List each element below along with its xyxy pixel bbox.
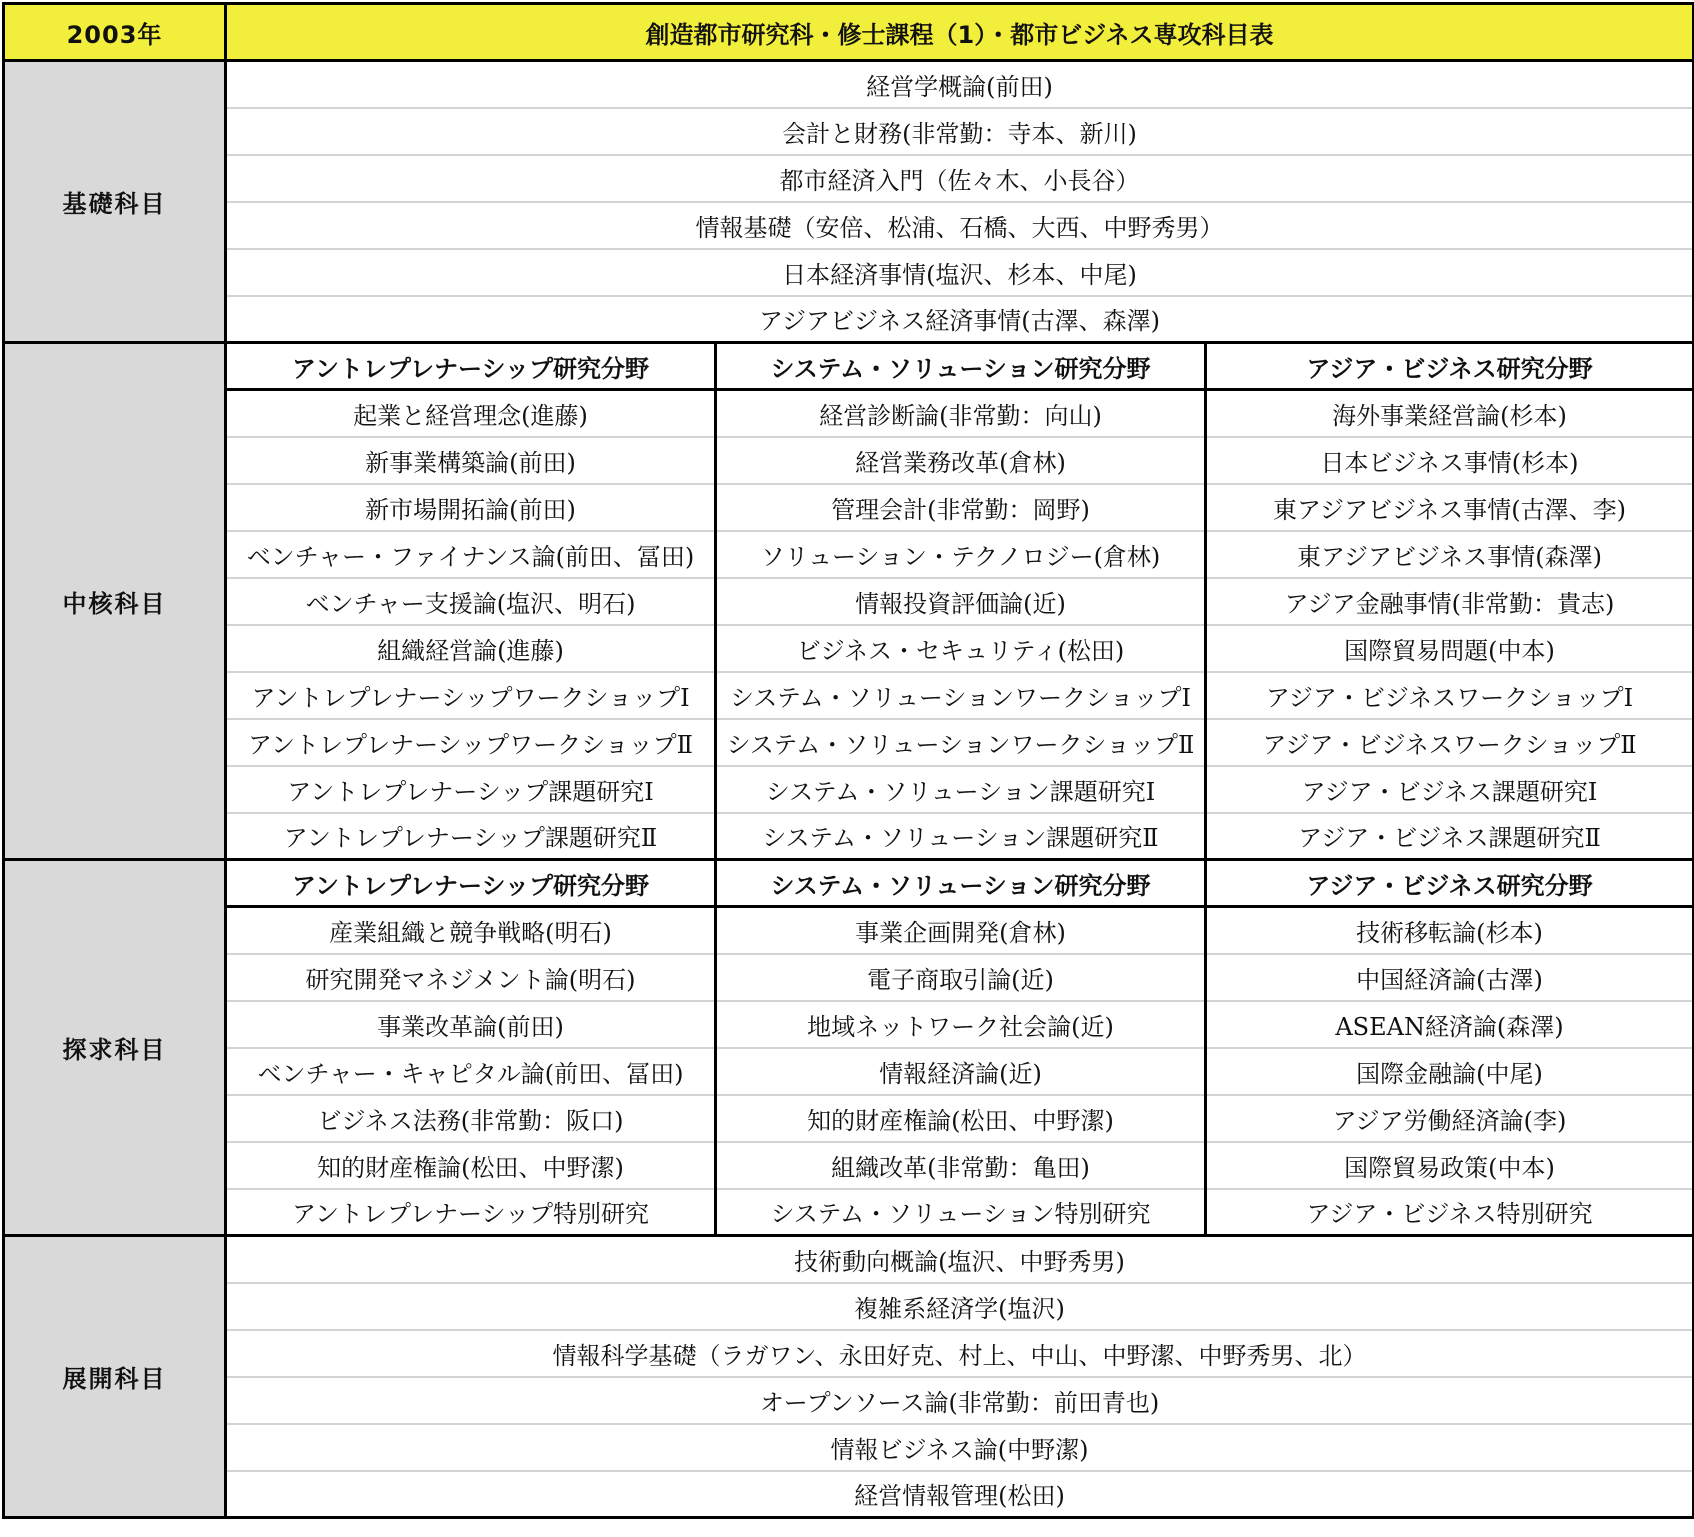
course-row bbox=[4, 155, 1694, 202]
course-row bbox=[4, 531, 1694, 578]
category-development: 展開科目 bbox=[4, 1236, 226, 1518]
course-row bbox=[4, 578, 1694, 625]
course-cell-system-solution: システム・ソリューションワークショップⅡ bbox=[716, 719, 1206, 766]
course-row bbox=[4, 1377, 1694, 1424]
course-row bbox=[4, 1001, 1694, 1048]
course-cell-asia-business: 東アジアビジネス事情(森澤) bbox=[1206, 531, 1694, 578]
course-row bbox=[4, 1283, 1694, 1330]
course-cell-system-solution: システム・ソリューションワークショップⅠ bbox=[716, 672, 1206, 719]
course-cell-asia-business: 日本ビジネス事情(杉本) bbox=[1206, 437, 1694, 484]
course-row bbox=[4, 202, 1694, 249]
course-cell-asia-business: アジア・ビジネス課題研究Ⅰ bbox=[1206, 766, 1694, 813]
course-cell-system-solution: 情報経済論(近) bbox=[716, 1048, 1206, 1095]
course-cell-system-solution: 管理会計(非常勤：岡野) bbox=[716, 484, 1206, 531]
course-cell-entrepreneurship: ベンチャー・キャピタル論(前田、冨田) bbox=[226, 1048, 716, 1095]
course-row bbox=[4, 625, 1694, 672]
year-label: 2003年 bbox=[4, 4, 226, 61]
course-cell: 日本経済事情(塩沢、杉本、中尾) bbox=[226, 249, 1694, 296]
course-cell-entrepreneurship: 新事業構築論(前田) bbox=[226, 437, 716, 484]
course-cell-entrepreneurship: 新市場開拓論(前田) bbox=[226, 484, 716, 531]
course-cell-entrepreneurship: 事業改革論(前田) bbox=[226, 1001, 716, 1048]
course-cell: 会計と財務(非常勤：寺本、新川) bbox=[226, 108, 1694, 155]
course-row bbox=[4, 437, 1694, 484]
course-cell-asia-business: 国際貿易問題(中本) bbox=[1206, 625, 1694, 672]
course-cell-system-solution: システム・ソリューション課題研究Ⅰ bbox=[716, 766, 1206, 813]
course-cell-system-solution: 電子商取引論(近) bbox=[716, 954, 1206, 1001]
course-row bbox=[4, 1424, 1694, 1471]
category-inquiry: 探求科目 bbox=[4, 860, 226, 1236]
course-cell-entrepreneurship: ベンチャー支援論(塩沢、明石) bbox=[226, 578, 716, 625]
course-row bbox=[4, 1142, 1694, 1189]
field-header-asia-business: アジア・ビジネス研究分野 bbox=[1206, 343, 1694, 390]
course-cell-system-solution: ビジネス・セキュリティ(松田) bbox=[716, 625, 1206, 672]
course-row bbox=[4, 296, 1694, 343]
field-header-system-solution: システム・ソリューション研究分野 bbox=[716, 860, 1206, 907]
course-row bbox=[4, 766, 1694, 813]
table-title: 創造都市研究科・修士課程（1）・都市ビジネス専攻科目表 bbox=[226, 4, 1694, 61]
category-basic: 基礎科目 bbox=[4, 61, 226, 343]
course-cell: 情報科学基礎（ラガワン、永田好克、村上、中山、中野潔、中野秀男、北） bbox=[226, 1330, 1694, 1377]
course-cell-entrepreneurship: 知的財産権論(松田、中野潔) bbox=[226, 1142, 716, 1189]
course-table bbox=[2, 2, 1694, 1519]
course-cell-asia-business: 中国経済論(古澤) bbox=[1206, 954, 1694, 1001]
course-row bbox=[4, 108, 1694, 155]
course-cell-system-solution: 経営業務改革(倉林) bbox=[716, 437, 1206, 484]
course-cell-entrepreneurship: 組織経営論(進藤) bbox=[226, 625, 716, 672]
course-row bbox=[4, 1236, 1694, 1283]
course-cell-asia-business: アジア・ビジネス特別研究 bbox=[1206, 1189, 1694, 1236]
course-row bbox=[4, 61, 1694, 108]
category-core: 中核科目 bbox=[4, 343, 226, 860]
course-cell-asia-business: アジア・ビジネスワークショップⅠ bbox=[1206, 672, 1694, 719]
course-cell-asia-business: 技術移転論(杉本) bbox=[1206, 907, 1694, 954]
course-row bbox=[4, 390, 1694, 437]
course-cell-entrepreneurship: ベンチャー・ファイナンス論(前田、冨田) bbox=[226, 531, 716, 578]
course-cell: 経営学概論(前田) bbox=[226, 61, 1694, 108]
course-cell: 技術動向概論(塩沢、中野秀男) bbox=[226, 1236, 1694, 1283]
course-cell-system-solution: システム・ソリューション課題研究Ⅱ bbox=[716, 813, 1206, 860]
course-row bbox=[4, 1095, 1694, 1142]
course-cell-system-solution: 事業企画開発(倉林) bbox=[716, 907, 1206, 954]
course-cell: 情報基礎（安倍、松浦、石橋、大西、中野秀男） bbox=[226, 202, 1694, 249]
course-cell-asia-business: 海外事業経営論(杉本) bbox=[1206, 390, 1694, 437]
course-cell-system-solution: 知的財産権論(松田、中野潔) bbox=[716, 1095, 1206, 1142]
field-header-row bbox=[4, 860, 1694, 907]
field-header-entrepreneurship: アントレプレナーシップ研究分野 bbox=[226, 860, 716, 907]
course-row bbox=[4, 1330, 1694, 1377]
course-row bbox=[4, 1189, 1694, 1236]
course-cell: 経営情報管理(松田) bbox=[226, 1471, 1694, 1518]
course-cell-system-solution: システム・ソリューション特別研究 bbox=[716, 1189, 1206, 1236]
field-header-system-solution: システム・ソリューション研究分野 bbox=[716, 343, 1206, 390]
course-row bbox=[4, 813, 1694, 860]
course-cell-asia-business: アジア労働経済論(李) bbox=[1206, 1095, 1694, 1142]
course-cell-system-solution: 経営診断論(非常勤：向山) bbox=[716, 390, 1206, 437]
course-cell-entrepreneurship: 研究開発マネジメント論(明石) bbox=[226, 954, 716, 1001]
course-cell-system-solution: 組織改革(非常勤：亀田) bbox=[716, 1142, 1206, 1189]
course-cell-system-solution: ソリューション・テクノロジー(倉林) bbox=[716, 531, 1206, 578]
course-cell-entrepreneurship: 産業組織と競争戦略(明石) bbox=[226, 907, 716, 954]
field-header-asia-business: アジア・ビジネス研究分野 bbox=[1206, 860, 1694, 907]
course-cell-asia-business: アジア・ビジネスワークショップⅡ bbox=[1206, 719, 1694, 766]
course-cell: 情報ビジネス論(中野潔) bbox=[226, 1424, 1694, 1471]
course-cell: 都市経済入門（佐々木、小長谷） bbox=[226, 155, 1694, 202]
course-row bbox=[4, 249, 1694, 296]
course-cell-entrepreneurship: アントレプレナーシップ課題研究Ⅱ bbox=[226, 813, 716, 860]
field-header-entrepreneurship: アントレプレナーシップ研究分野 bbox=[226, 343, 716, 390]
course-cell-asia-business: ASEAN経済論(森澤) bbox=[1206, 1001, 1694, 1048]
course-cell-entrepreneurship: ビジネス法務(非常勤：阪口) bbox=[226, 1095, 716, 1142]
course-cell-asia-business: アジア・ビジネス課題研究Ⅱ bbox=[1206, 813, 1694, 860]
course-cell-system-solution: 地域ネットワーク社会論(近) bbox=[716, 1001, 1206, 1048]
course-cell-system-solution: 情報投資評価論(近) bbox=[716, 578, 1206, 625]
course-cell-entrepreneurship: アントレプレナーシップ課題研究Ⅰ bbox=[226, 766, 716, 813]
course-cell-asia-business: 東アジアビジネス事情(古澤、李) bbox=[1206, 484, 1694, 531]
course-row bbox=[4, 719, 1694, 766]
course-cell: アジアビジネス経済事情(古澤、森澤) bbox=[226, 296, 1694, 343]
course-row bbox=[4, 672, 1694, 719]
course-cell-entrepreneurship: アントレプレナーシップ特別研究 bbox=[226, 1189, 716, 1236]
course-row bbox=[4, 954, 1694, 1001]
course-row bbox=[4, 1048, 1694, 1095]
course-row bbox=[4, 1471, 1694, 1518]
course-row bbox=[4, 484, 1694, 531]
course-cell-entrepreneurship: 起業と経営理念(進藤) bbox=[226, 390, 716, 437]
course-cell-asia-business: 国際貿易政策(中本) bbox=[1206, 1142, 1694, 1189]
header-row bbox=[4, 4, 1694, 61]
course-row bbox=[4, 907, 1694, 954]
course-cell-entrepreneurship: アントレプレナーシップワークショップⅡ bbox=[226, 719, 716, 766]
course-cell-entrepreneurship: アントレプレナーシップワークショップⅠ bbox=[226, 672, 716, 719]
course-cell: オープンソース論(非常勤：前田青也) bbox=[226, 1377, 1694, 1424]
course-cell-asia-business: アジア金融事情(非常勤：貴志) bbox=[1206, 578, 1694, 625]
course-cell-asia-business: 国際金融論(中尾) bbox=[1206, 1048, 1694, 1095]
field-header-row bbox=[4, 343, 1694, 390]
course-cell: 複雑系経済学(塩沢) bbox=[226, 1283, 1694, 1330]
